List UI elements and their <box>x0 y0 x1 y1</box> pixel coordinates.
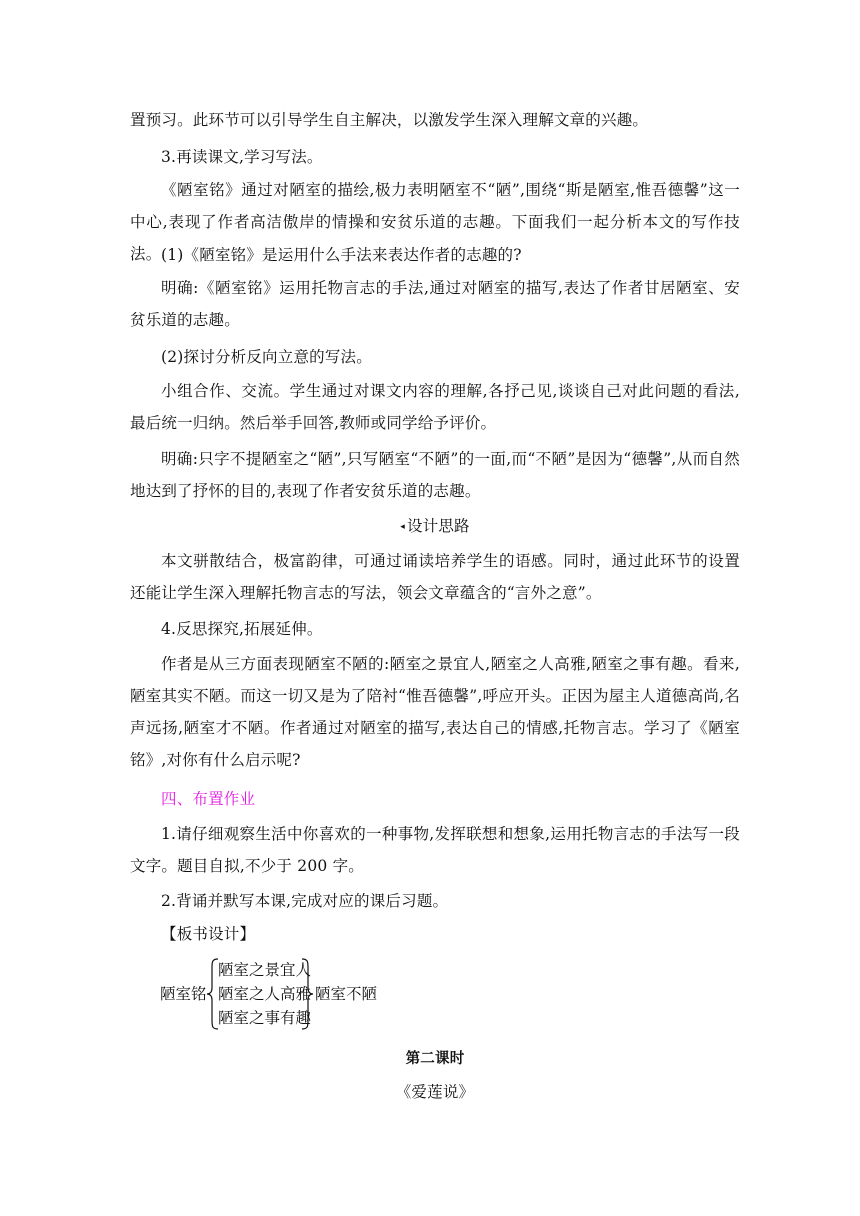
lesson-2-heading: 第二课时 <box>405 1051 465 1067</box>
paragraph-preview: 置预习。此环节可以引导学生自主解决，以激发学生深入理解文章的兴趣。 <box>130 111 649 129</box>
board-item: 陋室之事有趣 <box>218 1009 312 1027</box>
section-4-heading: 四、布置作业 <box>161 790 256 808</box>
board-item: 陋室之人高雅 <box>218 985 312 1003</box>
paragraph-analysis-intro: 《陋室铭》通过对陋室的描绘,极力表明陋室不“陋”,围绕“斯是陋室,惟吾德馨”这一中心,表现了作者高洁傲岸的情操和安贫乐道的志趣。下面我们一起分析本文的写作技法。 <box>130 181 740 263</box>
board-result: 陋室不陋 <box>315 985 378 1003</box>
board-items <box>218 958 311 1030</box>
right-brace-icon <box>300 958 314 1030</box>
board-label: 陋室铭 <box>160 985 207 1003</box>
design-idea-label: 设计思路 <box>406 517 470 535</box>
step-4-heading: 4.反思探究,拓展延伸。 <box>161 620 323 638</box>
next-text-title: 《爱莲说》 <box>395 1083 475 1101</box>
triangle-left-icon: ◂ <box>400 522 405 532</box>
homework-1: 1.请仔细观察生活中你喜欢的一种事物,发挥联想和想象,运用托物言志的手法写一段文字。题目自拟,不少于 200 字。 <box>130 825 740 875</box>
answer-2: 明确:只字不提陋室之“陋”,只写陋室“不陋”的一面,而“不陋”是因为“德馨”,从而自然地达到了抒怀的目的,表现了作者安贫乐道的志趣。 <box>130 450 740 500</box>
design-idea-text: 本文骈散结合，极富韵律，可通过诵读培养学生的语感。同时，通过此环节的设置还能让学生深入理解托物言志的写法，领会文章蕴含的“言外之意”。 <box>130 552 740 602</box>
question-1: (1)《陋室铭》是运用什么手法来表达作者的志趣的? <box>161 246 522 264</box>
step-3-heading: 3.再读课文,学习写法。 <box>161 148 323 166</box>
design-idea-title <box>130 510 740 543</box>
board-item: 陋室之景宜人 <box>218 961 312 979</box>
board-design-diagram <box>158 956 458 1034</box>
question-2: (2)探讨分析反向立意的写法。 <box>161 348 372 366</box>
group-discussion: 小组合作、交流。学生通过对课文内容的理解,各抒己见,谈谈自己对此问题的看法,最后统一归纳。然后举手回答,教师或同学给予评价。 <box>130 382 740 432</box>
homework-2: 2.背诵并默写本课,完成对应的课后习题。 <box>161 892 449 910</box>
answer-1: 明确:《陋室铭》运用托物言志的手法,通过对陋室的描写,表达了作者甘居陋室、安贫乐道的志趣。 <box>130 279 740 329</box>
board-design-title: 【板书设计】 <box>161 925 256 943</box>
reflection-paragraph: 作者是从三方面表现陋室不陋的:陋室之景宜人,陋室之人高雅,陋室之事有趣。看来,陋室其实不陋。而这一切又是为了陪衬“惟吾德馨”,呼应开头。正因为屋主人道德高尚,名声远扬,陋室才不陋。作者通过对陋室的描写,表达自己的情感,托物言志。学习了《陋室铭》,对你有什么启示呢? <box>130 655 740 769</box>
